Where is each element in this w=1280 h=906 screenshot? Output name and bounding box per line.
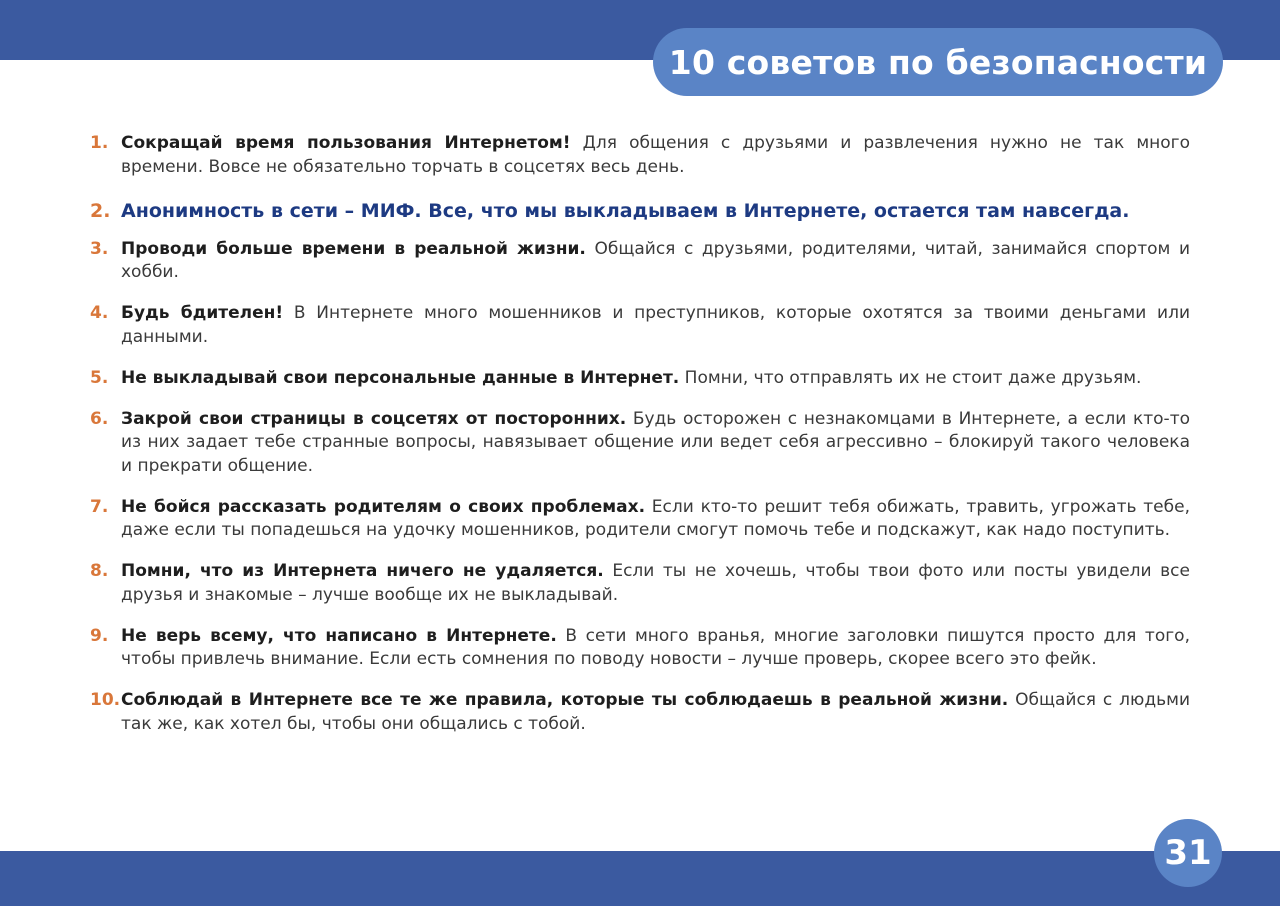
tip-number: 10.	[90, 690, 121, 710]
tip-lead: Закрой свои страницы в соцсетях от посторонних.	[121, 408, 627, 429]
tip-number: 4.	[90, 303, 109, 323]
tip-text: Помни, что отправлять их не стоит даже друзьям.	[679, 367, 1142, 388]
tip-lead: Не верь всему, что написано в Интернете.	[121, 625, 557, 646]
tip-lead: Сокращай время пользования Интернетом!	[121, 133, 571, 153]
tip-item	[90, 496, 1190, 543]
tip-lead: Помни, что из Интернета ничего не удаляется.	[121, 561, 604, 581]
tip-lead: Будь бдителен!	[121, 303, 284, 323]
tip-number: 5.	[90, 367, 109, 388]
tip-item	[90, 625, 1190, 672]
tip-text: Если ты не хочешь, чтобы твои фото или посты увидели все друзья и знакомые – лучше вообще их не выкладывай.	[121, 561, 1190, 605]
page-title: 10 советов по безопасности	[668, 42, 1208, 82]
tip-text: Для общения с друзьями и развлечения нужно не так много времени. Вовсе не обязательно торчать в соцсетях весь день.	[121, 133, 1190, 177]
tip-text: Общайся с друзьями, родителями, читай, занимайся спортом и хобби.	[121, 238, 1190, 282]
tip-number: 9.	[90, 625, 109, 646]
tip-item	[90, 132, 1190, 179]
tip-number: 3.	[90, 238, 109, 259]
tip-text: Если кто-то решит тебя обижать, травить, угрожать тебе, даже если ты попадешься на удочку мошенников, родители смогут помочь тебе и подскажут, как надо поступить.	[121, 496, 1190, 540]
tip-item	[90, 238, 1190, 285]
tip-item	[90, 560, 1190, 607]
tip-text: Будь осторожен с незнакомцами в Интернете, а если кто-то из них задает тебе странные вопросы, навязывает общение или ведет себя агрессивно – блокируй такого человека и прекрати общение.	[121, 408, 1190, 476]
tip-item	[90, 367, 1190, 391]
tip-number: 6.	[90, 408, 109, 429]
tip-lead: Анонимность в сети – МИФ. Все, что мы выкладываем в Интернете, остается там навсегда.	[121, 199, 1130, 222]
page-number-badge	[1154, 819, 1222, 887]
tip-number: 2.	[90, 199, 111, 222]
tip-item	[90, 197, 1190, 226]
tip-lead: Проводи больше времени в реальной жизни.	[121, 238, 586, 259]
tip-lead: Соблюдай в Интернете все те же правила, которые ты соблюдаешь в реальной жизни.	[121, 690, 1009, 710]
tip-number: 7.	[90, 496, 109, 517]
title-pill	[653, 28, 1223, 96]
footer-band	[0, 851, 1280, 906]
tip-text: В Интернете много мошенников и преступников, которые охотятся за твоими деньгами или данными.	[121, 303, 1190, 347]
tip-number: 1.	[90, 133, 109, 153]
page-number: 31	[1164, 833, 1212, 873]
tip-number: 8.	[90, 561, 109, 581]
tip-lead: Не бойся рассказать родителям о своих проблемах.	[121, 496, 646, 517]
tip-lead: Не выкладывай свои персональные данные в Интернет.	[121, 367, 680, 388]
tip-item	[90, 408, 1190, 479]
tip-text: В сети много вранья, многие заголовки пишутся просто для того, чтобы привлечь внимание. Если есть сомнения по поводу новости – лучше проверь, скорее всего это фейк.	[121, 625, 1190, 669]
tip-item	[90, 302, 1190, 349]
tip-text: Общайся с людьми так же, как хотел бы, чтобы они общались с тобой.	[121, 690, 1191, 734]
tip-item	[90, 689, 1190, 736]
tips-list	[90, 132, 1190, 754]
